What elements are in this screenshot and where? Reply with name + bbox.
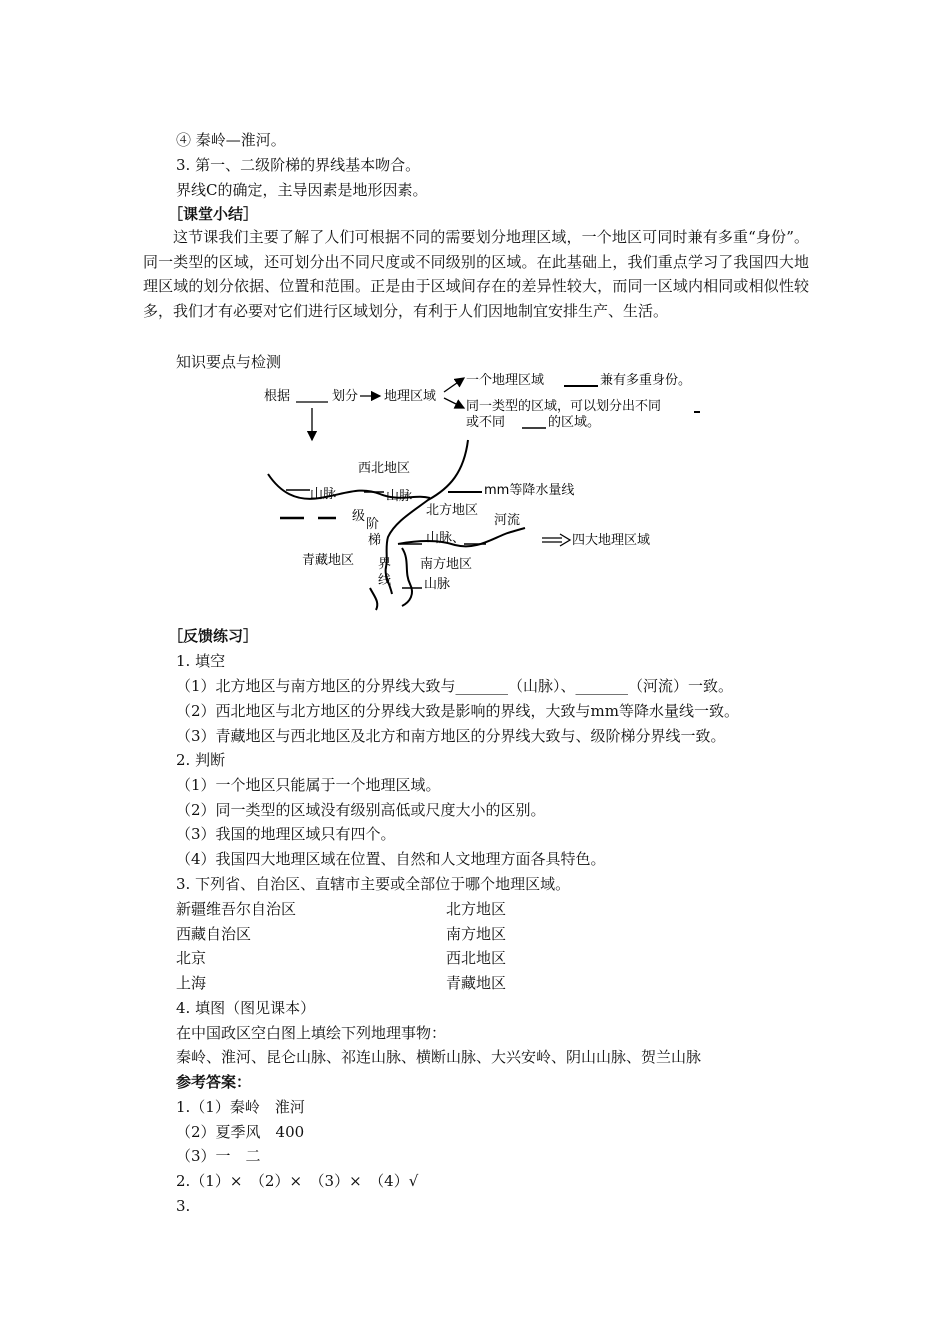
intro-line-3: 界线C的确定，主导因素是地形因素。 [176,181,428,199]
match-left-2: 西藏自治区 [176,925,252,943]
label-tibet: 青藏地区 [302,553,355,568]
arrow-result-head [560,534,570,546]
label-border-1: 界 [378,557,392,572]
q4-title: 4. 填图（图见课本） [176,999,316,1017]
south-boundary [402,548,412,606]
match-left-1: 新疆维吾尔自治区 [176,900,297,918]
summary-paragraph: 这节课我们主要了解了人们可根据不同的需要划分地理区域，一个地区可同时兼有多重“身份”。同一类型的区域，还可划分出不同尺度或不同级别的区域。在此基础上，我们重点学习了我国四大地理区域的划分依据、位置和范围。正是由于区域间存在的差异性较大，而同一区域内相同或相似性较多，我们才有必要对它们进行区域划分，有利于人们因地制宜安排生产、生活。 [143,228,809,320]
label-ladder-2: 阶 [366,517,380,532]
match-right-2: 南方地区 [446,925,507,943]
label-northwest: 西北地区 [358,461,411,476]
match-right-4: 青藏地区 [446,974,507,992]
q4-items: 秦岭、淮河、昆仑山脉、祁连山脉、横断山脉、大兴安岭、阴山山脉、贺兰山脉 [176,1048,702,1066]
q2-item-2: （2）同一类型的区域没有级别高低或尺度大小的区别。 [176,801,546,819]
label-border-2: 线 [378,573,392,588]
q1-item-2: （2）西北地区与北方地区的分界线大致是影响的界线，大致与mm等降水量线一致。 [176,702,739,720]
q1-title: 1. 填空 [176,652,226,670]
arrow-branch-2 [444,398,464,408]
q3-title: 3. 下列省、自治区、直辖市主要或全部位于哪个地理区域。 [176,875,571,893]
answer-5: 3. [176,1197,191,1215]
arrow-branch-1 [444,378,464,392]
q2-item-3: （3）我国的地理区域只有四个。 [176,825,396,843]
match-left-3: 北京 [176,949,207,967]
answer-4: 2.（1）× （2）× （3）× （4）√ [176,1172,419,1190]
q2-title: 2. 判断 [176,751,226,769]
knowledge-diagram [250,362,700,612]
knowledge-title: 知识要点与检测 [176,353,282,371]
match-right-1: 北方地区 [446,900,507,918]
match-right-3: 西北地区 [446,949,507,967]
answer-2: （2）夏季风 400 [176,1123,305,1141]
diagram-region: 地理区域 [384,389,437,404]
diagram-branch1-b: 兼有多重身份。 [600,373,692,388]
diagram-branch2-b: 或不同 [466,415,506,430]
label-mountain-d: 山脉 [424,577,451,592]
match-left-4: 上海 [176,974,207,992]
q1-item-1: （1）北方地区与南方地区的分界线大致与_______（山脉）、_______（河流）一致。 [176,677,734,695]
intro-line-2: 3. 第一、二级阶梯的界线基本吻合。 [176,156,421,174]
diagram-branch1-a: 一个地理区域 [466,373,545,388]
summary-heading: ［课堂小结］ [168,205,259,223]
coast-line [370,588,377,610]
label-mountain-c: 山脉、 [426,531,466,546]
answer-3: （3）一 二 [176,1147,261,1165]
diagram-branch2-c: 的区域。 [548,415,601,430]
label-north: 北方地区 [426,503,479,518]
q2-item-1: （1）一个地区只能属于一个地理区域。 [176,776,441,794]
label-mountain-a: 山脉 [310,487,337,502]
label-ladder-3: 梯 [368,533,382,548]
diagram-branch2-a: 同一类型的区域，可以划分出不同 [466,399,662,414]
label-result: 四大地理区域 [572,533,651,548]
answer-1: 1.（1）秦岭 淮河 [176,1098,305,1116]
diagram-basis: 根据 [264,389,291,404]
label-mountain-b: 山脉 [386,489,413,504]
q4-instruction: 在中国政区空白图上填绘下列地理事物： [176,1024,447,1042]
label-south: 南方地区 [420,557,473,572]
label-precip: mm等降水量线 [484,483,575,498]
label-river: 河流 [494,513,521,528]
q1-item-3: （3）青藏地区与西北地区及北方和南方地区的分界线大致与、级阶梯分界线一致。 [176,727,726,745]
intro-line-1: ④ 秦岭—淮河。 [176,131,286,149]
answers-heading: 参考答案： [176,1073,252,1091]
q2-item-4: （4）我国四大地理区域在位置、自然和人文地理方面各具特色。 [176,850,606,868]
diagram-divide: 划分 [332,389,359,404]
feedback-heading: ［反馈练习］ [168,627,259,645]
label-ladder-1: 级 [352,509,366,524]
